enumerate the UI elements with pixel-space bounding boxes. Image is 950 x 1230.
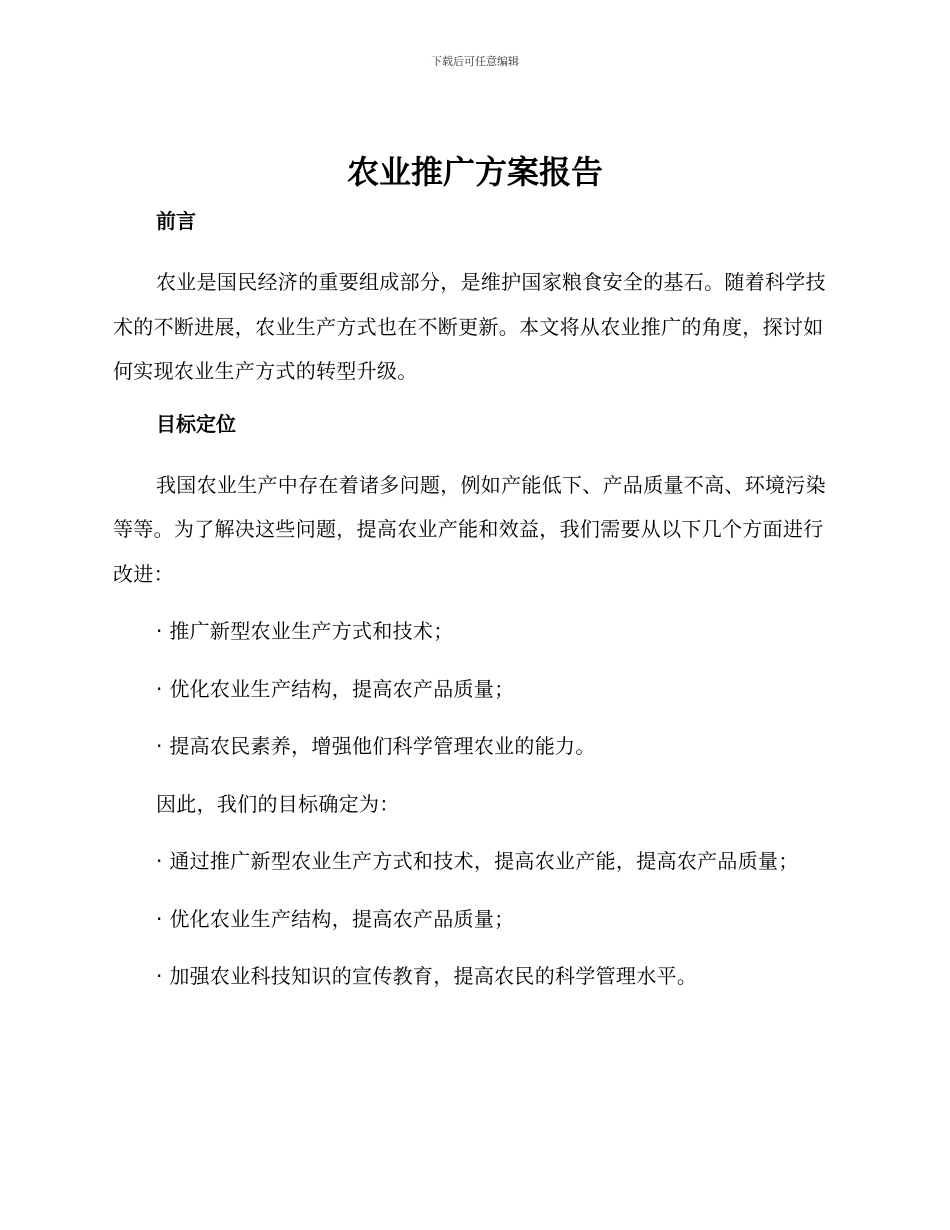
preface-paragraph: 农业是国民经济的重要组成部分，是维护国家粮食安全的基石。随着科学技术的不断进展，农业生产方式也在不断更新。本文将从农业推广的角度，探讨如何实现农业生产方式的转型升级。 <box>113 270 826 383</box>
goal-list <box>113 839 833 884</box>
section-heading-goals: 目标定位 <box>156 411 236 436</box>
goal-bullet: · 通过推广新型农业生产方式和技术，提高农业产能，提高农产品质量； <box>156 849 799 873</box>
goals-conclusion-paragraph: 因此，我们的目标确定为： <box>156 791 400 816</box>
goal-bullet: · 优化农业生产结构，提高农产品质量； <box>156 906 515 931</box>
section-heading-preface: 前言 <box>156 209 196 233</box>
improvement-bullet: · 优化农业生产结构，提高农产品质量； <box>156 676 515 701</box>
goal-bullet: · 加强农业科技知识的宣传教育，提高农民的科学管理水平。 <box>156 964 698 988</box>
document-title: 农业推广方案报告 <box>346 153 603 191</box>
goals-intro-paragraph: 我国农业生产中存在着诸多问题，例如产能低下、产品质量不高、环境污染等等。为了解决这些问题，提高农业产能和效益，我们需要从以下几个方面进行改进： <box>113 472 826 586</box>
improvement-bullet: · 提高农民素养，增强他们科学管理农业的能力。 <box>156 734 596 758</box>
page-header-note: 下载后可任意编辑 <box>431 55 519 68</box>
improvement-bullet: · 推广新型农业生产方式和技术； <box>156 619 454 643</box>
document-body <box>113 204 833 1012</box>
